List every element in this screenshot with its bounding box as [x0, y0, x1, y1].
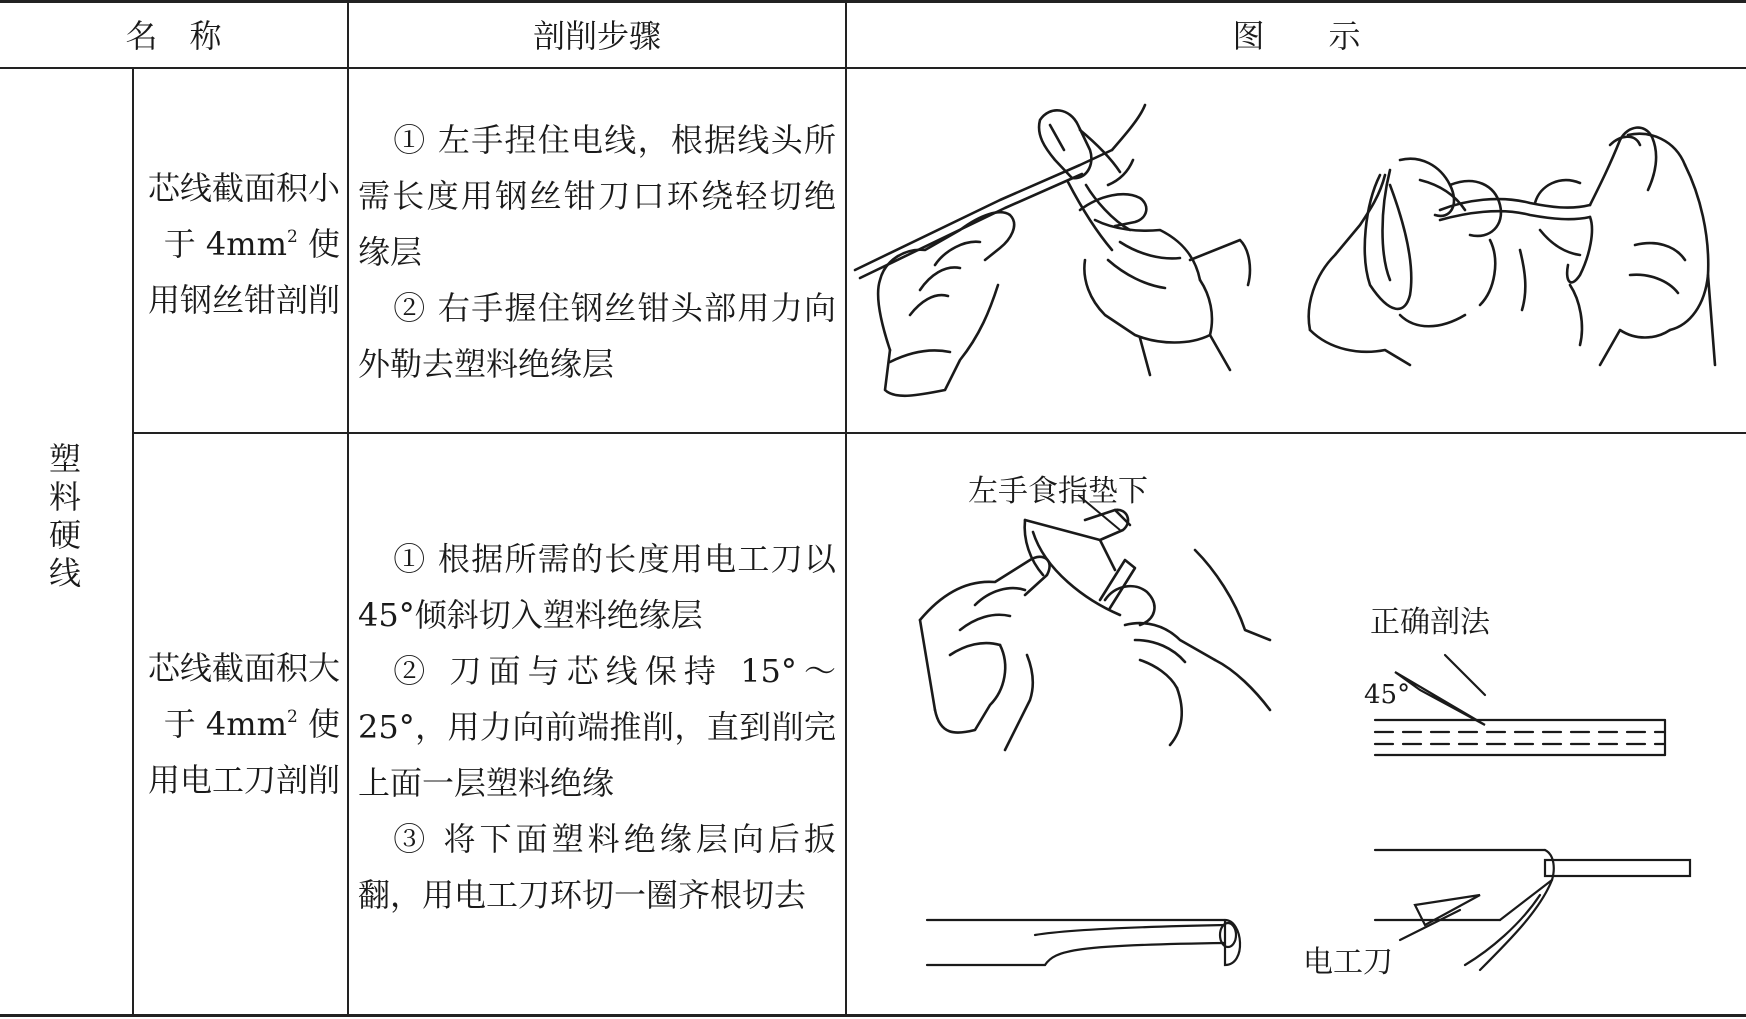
header-name [0, 0, 347, 68]
row-1-step-2: ② 右手握住钢丝钳头部用力向外勒去塑料绝缘层 [358, 289, 836, 383]
row-2-step-1: ① 根据所需的长度用电工刀以 45°倾斜切入塑料绝缘层 [358, 540, 836, 634]
category-char: 塑 [48, 440, 81, 478]
table-bottom-rule [0, 1014, 1746, 1017]
col-divider-name [347, 0, 349, 1016]
category-char: 线 [48, 554, 81, 592]
category-label [30, 440, 100, 592]
knife-trim-diagram [1370, 840, 1700, 980]
row-2-name-pre: 芯线截面积大于 4mm [147, 649, 340, 743]
category-char: 料 [48, 478, 81, 516]
angle-label: 45° [1364, 680, 1411, 710]
category-char: 硬 [48, 516, 81, 554]
header-steps [349, 0, 845, 68]
row-1-name [140, 160, 340, 328]
row-divider [132, 432, 1746, 434]
row-2-name-post: 使用电工刀剖削 [147, 705, 340, 799]
row-1-name-post: 使用钢丝钳剖削 [147, 225, 340, 319]
row-2-step-2: ② 刀面与芯线保持 15°～25°，用力向前端推削，直到削完上面一层塑料绝缘 [358, 652, 836, 802]
col-divider-category [132, 68, 134, 1016]
correct-method-label: 正确剖法 [1370, 605, 1490, 640]
finger-pad-label: 左手食指垫下 [968, 474, 1148, 509]
hands-pliers-strip-illustration [1290, 115, 1720, 395]
col-divider-steps [845, 0, 847, 1016]
row-1-name-pre: 芯线截面积小于 4mm [147, 169, 340, 263]
row-1-steps [358, 112, 836, 392]
knife-label: 电工刀 [1303, 945, 1393, 980]
header-figure [847, 0, 1746, 68]
row-1-name-sup: 2 [286, 227, 298, 247]
header-name-text: 名 称 [125, 17, 222, 55]
wire-stripped-diagram [925, 905, 1250, 970]
row-2-steps [358, 531, 836, 923]
row-1-step-1: ① 左手捏住电线，根据线头所需长度用钢丝钳刀口环绕轻切绝缘层 [358, 121, 836, 271]
row-2-step-3: ③ 将下面塑料绝缘层向后扳翻，用电工刀环切一圈齐根切去 [358, 820, 836, 914]
row-2-name [140, 640, 340, 808]
row-2-name-sup: 2 [286, 707, 298, 727]
header-figure-text: 图 示 [1232, 17, 1361, 55]
hands-pliers-cut-illustration [850, 90, 1270, 410]
header-steps-text: 剖削步骤 [532, 17, 661, 55]
